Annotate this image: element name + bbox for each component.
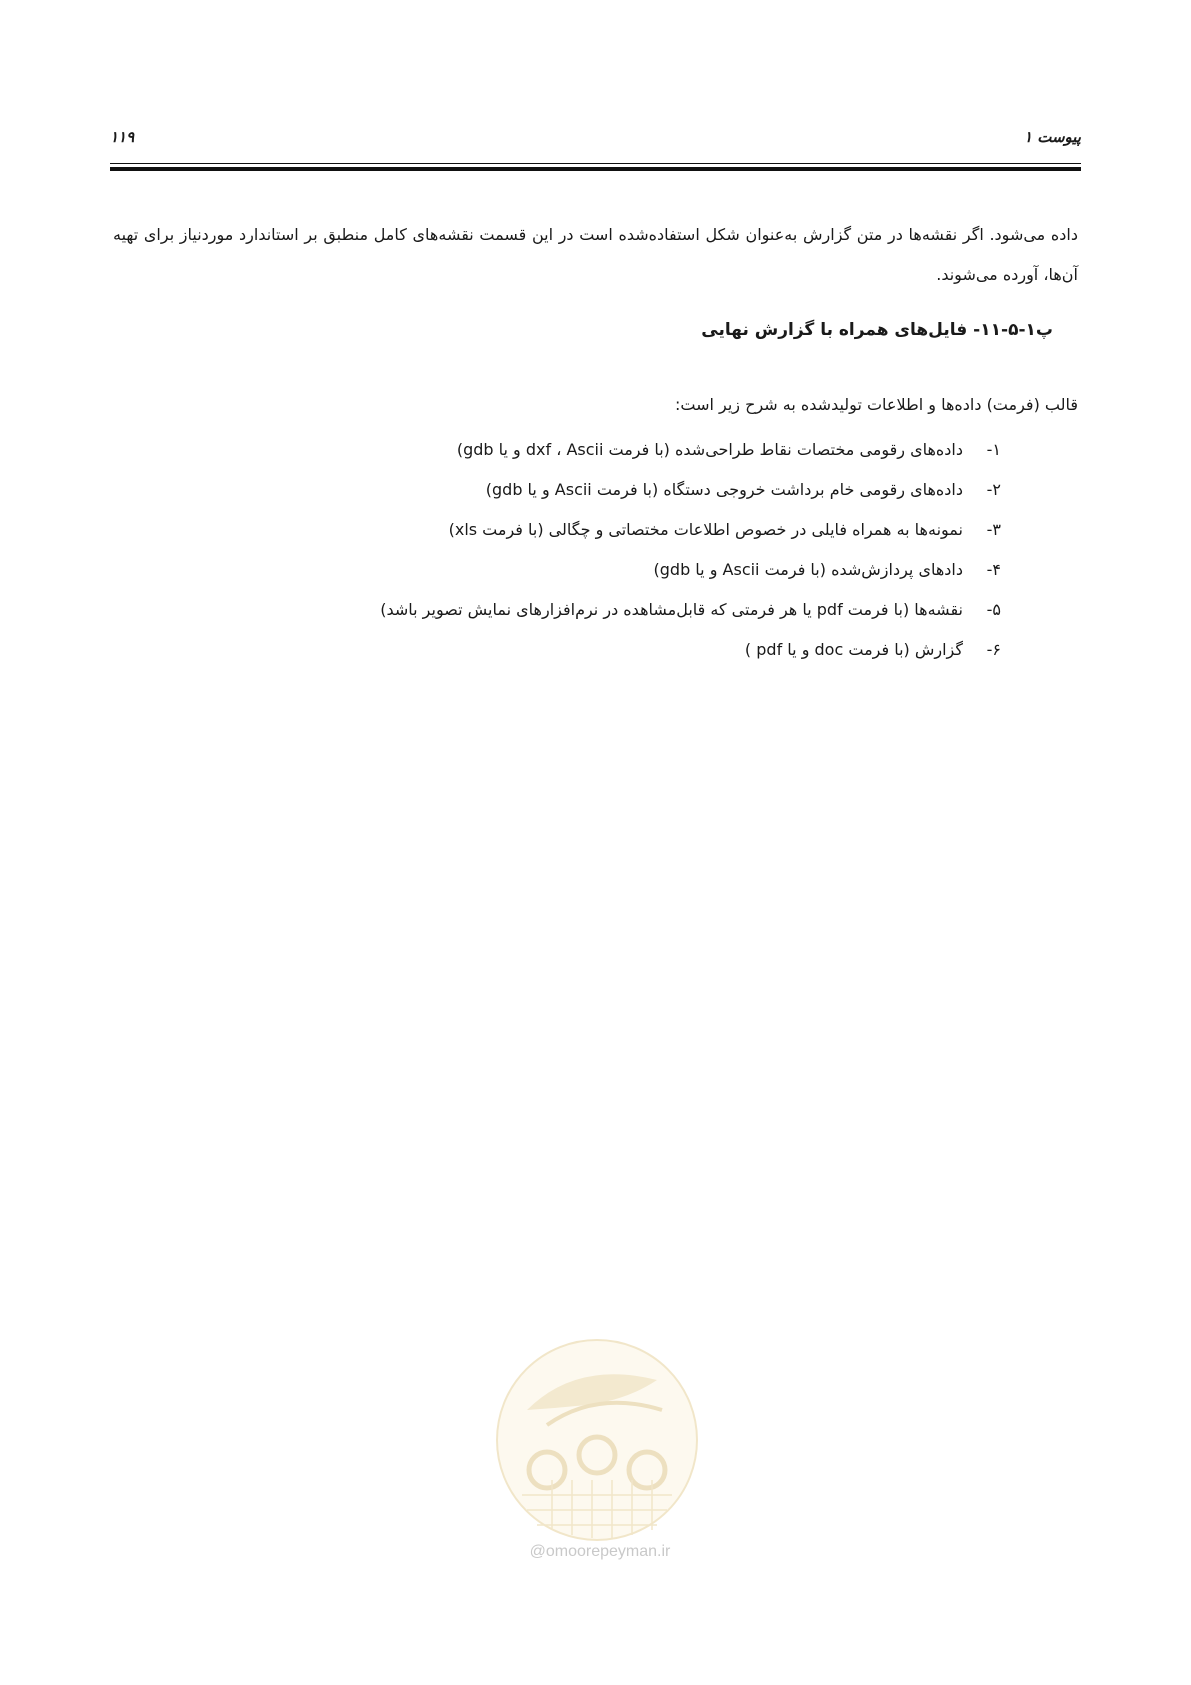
list-item [380,470,1001,510]
list-item-number: ۳- [986,520,1001,539]
list-item-text: داده‌های رقومی مختصات نقاط طراحی‌شده (با فرمت dxf ، Ascii و یا gdb) [456,440,963,459]
list-item-number: ۲- [986,480,1001,499]
list-item [380,550,1001,590]
watermark-logo [487,1330,707,1570]
list-item [380,630,1001,670]
list-item-number: ۶- [986,640,1001,659]
body-text [113,215,1078,295]
page-number: ۱۱۹ [110,128,135,146]
list-item-text: داده‌های رقومی خام برداشت خروجی دستگاه (با فرمت Ascii و یا gdb) [485,480,963,499]
list-item [380,430,1001,470]
list-item [380,510,1001,550]
file-format-list [380,430,1001,670]
list-item-text: نمونه‌ها به همراه فایلی در خصوص اطلاعات مختصاتی و چگالی (با فرمت xls) [448,520,963,539]
header-rule-thin [110,163,1081,164]
list-item-text: دادهای پردازش‌شده (با فرمت Ascii و یا gdb) [653,560,963,579]
list-item-text: نقشه‌ها (با فرمت pdf یا هر فرمتی که قابل‌مشاهده در نرم‌افزارهای نمایش تصویر باشد) [380,600,963,619]
section-heading: پ۱-۵-۱۱- فایل‌های همراه با گزارش نهایی [701,320,1053,340]
list-item-text: گزارش (با فرمت doc و یا pdf ) [744,640,963,659]
intro-text: قالب (فرمت) داده‌ها و اطلاعات تولیدشده به شرح زیر است: [674,395,1078,414]
list-item-number: ۱- [986,440,1001,459]
page-header [110,128,1081,150]
body-paragraph: داده می‌شود. اگر نقشه‌ها در متن گزارش به‌عنوان شکل استفاده‌شده است در این قسمت نقشه‌های کامل منطبق بر استاندارد موردنیاز برای تهیه آن‌ها، آورده می‌شوند. [113,225,1078,284]
header-rule-thick [110,167,1081,171]
list-item-number: ۵- [986,600,1001,619]
list-item-number: ۴- [986,560,1001,579]
watermark-text: @omoorepeyman.ir [529,1543,671,1560]
list-item [380,590,1001,630]
header-section-title: پیوست ۱ [1023,128,1081,146]
